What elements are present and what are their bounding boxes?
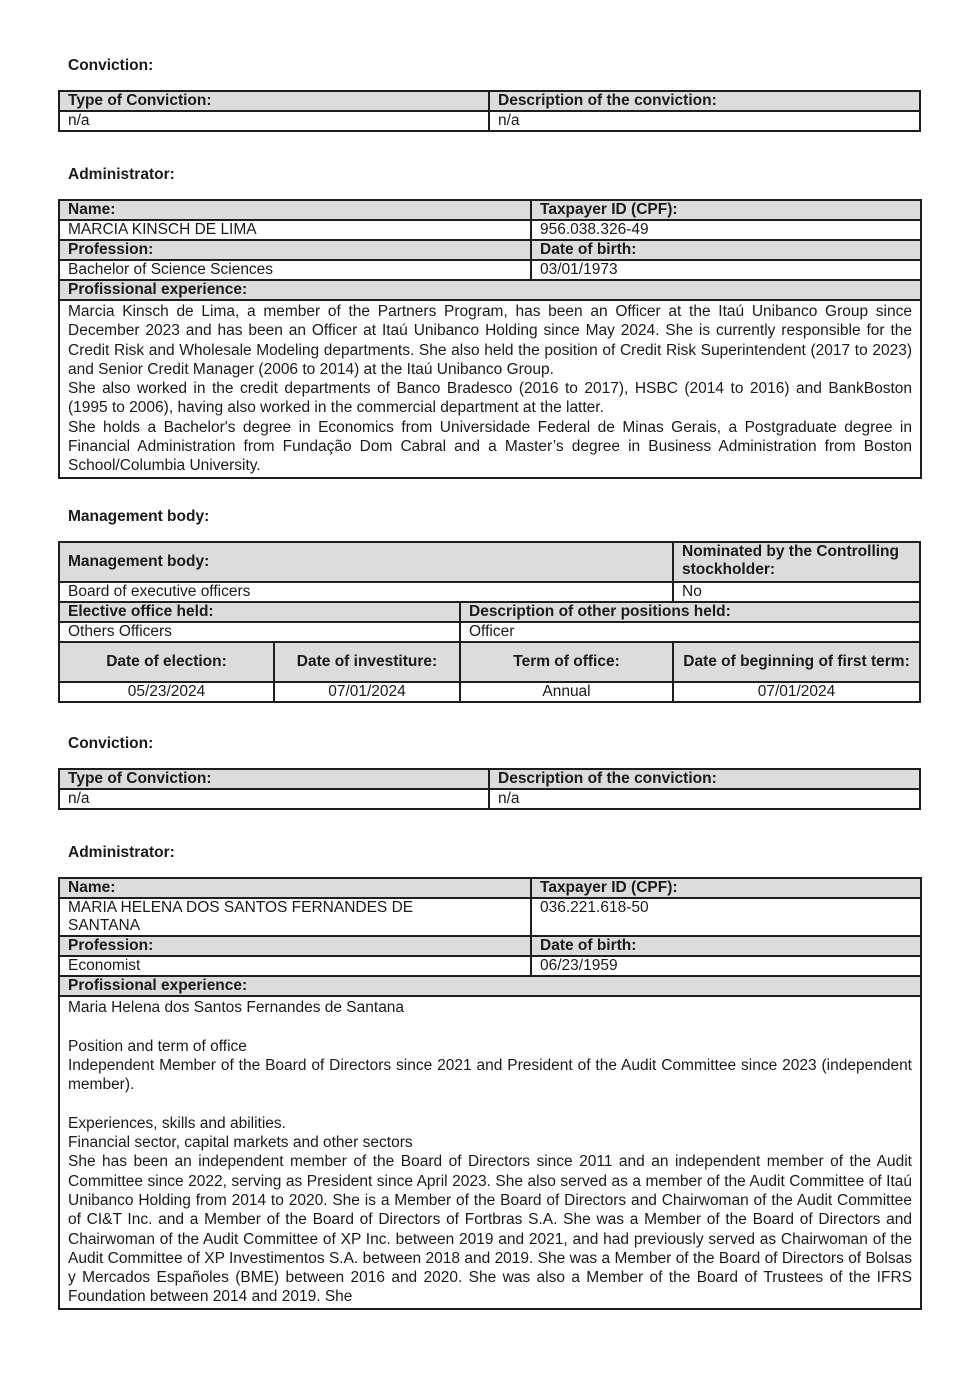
nominated-value: No bbox=[673, 582, 920, 602]
other-positions-label: Description of other positions held: bbox=[460, 602, 920, 622]
skills-heading: Experiences, skills and abilities. bbox=[68, 1114, 286, 1132]
date-of-election-label: Date of election: bbox=[59, 642, 274, 682]
cpf-label: Taxpayer ID (CPF): bbox=[531, 200, 921, 220]
date-of-investiture-value: 07/01/2024 bbox=[274, 682, 460, 702]
administrator-section-title: Administrator: bbox=[68, 844, 175, 861]
dob-value: 03/01/1973 bbox=[531, 260, 921, 280]
date-of-election-value: 05/23/2024 bbox=[59, 682, 274, 702]
type-of-conviction-value: n/a bbox=[59, 789, 489, 809]
conviction-table bbox=[58, 90, 921, 132]
dob-label: Date of birth: bbox=[531, 936, 921, 956]
management-body-label: Management body: bbox=[59, 542, 673, 582]
management-body-table bbox=[58, 541, 921, 703]
term-of-office-label: Term of office: bbox=[460, 642, 673, 682]
elective-office-label: Elective office held: bbox=[59, 602, 460, 622]
first-term-start-label: Date of beginning of first term: bbox=[673, 642, 920, 682]
experience-label: Profissional experience: bbox=[59, 976, 921, 996]
conviction-section-title: Conviction: bbox=[68, 735, 154, 752]
cpf-value: 036.221.618-50 bbox=[531, 898, 921, 936]
experience-text bbox=[59, 996, 921, 1309]
profession-label: Profession: bbox=[59, 936, 531, 956]
dob-label: Date of birth: bbox=[531, 240, 921, 260]
administrator-table bbox=[58, 877, 922, 1310]
position-heading: Position and term of office bbox=[68, 1037, 247, 1055]
conviction-description-value: n/a bbox=[489, 111, 920, 131]
conviction-table bbox=[58, 768, 921, 810]
management-body-section-title: Management body: bbox=[68, 508, 210, 525]
cpf-value: 956.038.326-49 bbox=[531, 220, 921, 240]
elective-office-value: Others Officers bbox=[59, 622, 460, 642]
profession-value: Economist bbox=[59, 956, 531, 976]
dob-value: 06/23/1959 bbox=[531, 956, 921, 976]
name-label: Name: bbox=[59, 200, 531, 220]
type-of-conviction-header: Type of Conviction: bbox=[59, 91, 489, 111]
administrator-section-title: Administrator: bbox=[68, 166, 175, 183]
name-value: MARCIA KINSCH DE LIMA bbox=[59, 220, 531, 240]
conviction-description-value: n/a bbox=[489, 789, 920, 809]
conviction-section-title: Conviction: bbox=[68, 57, 154, 74]
profession-value: Bachelor of Science Sciences bbox=[59, 260, 531, 280]
management-body-value: Board of executive officers bbox=[59, 582, 673, 602]
position-text: Independent Member of the Board of Directors since 2021 and President of the Audit Committee since 2023 (independent member). bbox=[68, 1056, 912, 1094]
first-term-start-value: 07/01/2024 bbox=[673, 682, 920, 702]
spacer bbox=[68, 1094, 912, 1113]
name-value: MARIA HELENA DOS SANTOS FERNANDES DE SANTANA bbox=[59, 898, 531, 936]
other-positions-value: Officer bbox=[460, 622, 920, 642]
experience-paragraph: She holds a Bachelor's degree in Economics from Universidade Federal de Minas Gerais, a Postgraduate degree in Financial Administration from Fundação Dom Cabral and a Master’s degree in Business Administration from Boston School/Columbia University. bbox=[68, 418, 912, 475]
type-of-conviction-value: n/a bbox=[59, 111, 489, 131]
conviction-description-header: Description of the conviction: bbox=[489, 769, 920, 789]
term-of-office-value: Annual bbox=[460, 682, 673, 702]
nominated-label: Nominated by the Controlling stockholder: bbox=[673, 542, 920, 582]
spacer bbox=[68, 1017, 912, 1036]
administrator-table bbox=[58, 199, 922, 479]
experience-label: Profissional experience: bbox=[59, 280, 921, 300]
date-of-investiture-label: Date of investiture: bbox=[274, 642, 460, 682]
profession-label: Profession: bbox=[59, 240, 531, 260]
sector-text: She has been an independent member of the Board of Directors since 2011 and an independent member of the Audit Committee since 2022, serving as President since April 2023. She also served as a member of the Audit Committee of Itaú Unibanco Holding from 2014 to 2020. She is a Member of the Board of Directors and Chairwoman of the Audit Committee of CI&T Inc. and a Member of the Board of Directors of Fortbras S.A. She was a Member of the Board of Directors and Chairwoman of the Audit Committee of XP Inc. between 2019 and 2021, and had previously served as Chairwoman of the Audit Committee of XP Investimentos S.A. between 2018 and 2019. She was a Member of the Board of Directors of Bolsas y Mercados Españoles (BME) between 2016 and 2020. She was also a Member of the Board of Trustees of the IFRS Foundation between 2014 and 2019. She bbox=[68, 1153, 912, 1306]
sector-heading: Financial sector, capital markets and other sectors bbox=[68, 1134, 413, 1152]
cpf-label: Taxpayer ID (CPF): bbox=[531, 878, 921, 898]
experience-paragraph: Marcia Kinsch de Lima, a member of the Partners Program, has been an Officer at the Itaú Unibanco Group since December 2023 and has been an Officer at Itaú Unibanco Holding since May 2024. She is currently responsible for the Credit Risk and Wholesale Modeling departments. She also held the position of Credit Risk Superintendent (2017 to 2023) and Senior Credit Manager (2006 to 2014) at the Itaú Unibanco Group. bbox=[68, 303, 912, 378]
experience-text bbox=[59, 300, 921, 478]
experience-paragraph: She also worked in the credit departments of Banco Bradesco (2016 to 2017), HSBC (2014 to 2016) and BankBoston (1995 to 2006), having also worked in the commercial department at the latter. bbox=[68, 380, 912, 417]
conviction-description-header: Description of the conviction: bbox=[489, 91, 920, 111]
type-of-conviction-header: Type of Conviction: bbox=[59, 769, 489, 789]
experience-name-line: Maria Helena dos Santos Fernandes de Santana bbox=[68, 999, 405, 1016]
name-label: Name: bbox=[59, 878, 531, 898]
